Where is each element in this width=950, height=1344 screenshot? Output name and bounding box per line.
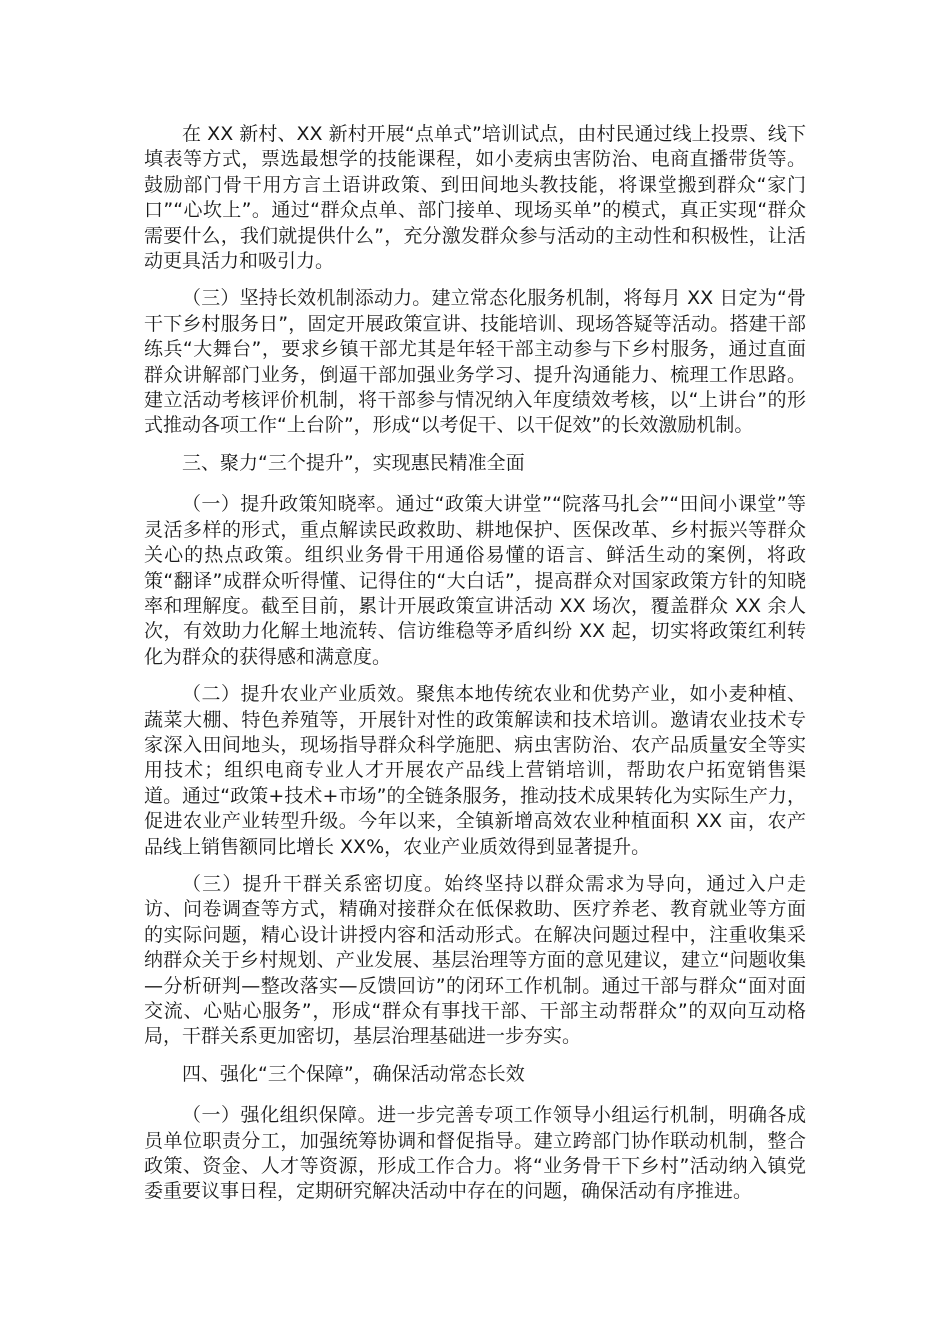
section-heading-three-improvements: 三、聚力“三个提升”，实现惠民精准全面 [182, 451, 525, 474]
paragraph-agriculture-quality: （二）提升农业产业质效。聚焦本地传统农业和优势产业，如小麦种植、蔬菜大棚、特色养殖等，开展针对性的政策解读和技术培训。邀请农业技术专家深入田间地头，现场指导群众科学施肥、病虫害防治、农产品质量安全等实用技术；组织电商专业人才开展农产品线上营销培训，帮助农户拓宽销售渠道。通过“政策+技术+市场”的全链条服务，推动技术成果转化为实际生产力，促进农业产业转型升级。今年以来，全镇新增高效农业种植面积 XX 亩，农产品线上销售额同比增长 XX%，农业产业质效得到显著提升。 [144, 683, 806, 858]
paragraph-long-term-mechanism: （三）坚持长效机制添动力。建立常态化服务机制，将每月 XX 日定为“骨干下乡村服务日”，固定开展政策宣讲、技能培训、现场答疑等活动。搭建干部练兵“大舞台”，要求乡镇干部尤其是年轻干部主动参与下乡村服务，通过直面群众讲解部门业务，倒逼干部加强业务学习、提升沟通能力、梳理工作思路。建立活动考核评价机制，将干部参与情况纳入年度绩效考核，以“上讲台”的形式推动各项工作“上台阶”，形成“以考促干、以干促效”的长效激励机制。 [144, 287, 806, 437]
section-heading-three-guarantees: 四、强化“三个保障”，确保活动常态长效 [182, 1062, 525, 1085]
paragraph-policy-awareness: （一）提升政策知晓率。通过“政策大讲堂”“院落马扎会”“田间小课堂”等灵活多样的形式，重点解读民政救助、耕地保护、医保改革、乡村振兴等群众关心的热点政策。组织业务骨干用通俗易懂的语言、鲜活生动的案例，将政策“翻译”成群众听得懂、记得住的“大白话”，提高群众对国家政策方针的知晓率和理解度。截至目前，累计开展政策宣讲活动 XX 场次，覆盖群众 XX 余人次，有效助力化解土地流转、信访维稳等矛盾纠纷 XX 起，切实将政策红利转化为群众的获得感和满意度。 [144, 493, 806, 668]
paragraph-pilot-training: 在 XX 新村、XX 新村开展“点单式”培训试点，由村民通过线上投票、线下填表等方式，票选最想学的技能课程，如小麦病虫害防治、电商直播带货等。鼓励部门骨干用方言土语讲政策、到田间地头教技能，将课堂搬到群众“家门口”“心坎上”。通过“群众点单、部门接单、现场买单”的模式，真正实现“群众需要什么，我们就提供什么”，充分激发群众参与活动的主动性和积极性，让活动更具活力和吸引力。 [144, 123, 806, 273]
document-page [144, 122, 806, 1217]
paragraph-cadre-relations: （三）提升干群关系密切度。始终坚持以群众需求为导向，通过入户走访、问卷调查等方式，精确对接群众在低保救助、医疗养老、教育就业等方面的实际问题，精心设计讲授内容和活动形式。在解决问题过程中，注重收集采纳群众关于乡村规划、产业发展、基层治理等方面的意见建议，建立“问题收集—分析研判—整改落实—反馈回访”的闭环工作机制。通过干部与群众“面对面交流、心贴心服务”，形成“群众有事找干部、干部主动帮群众”的双向互动格局，干群关系更加密切，基层治理基础进一步夯实。 [144, 872, 806, 1048]
paragraph-organizational-guarantee: （一）强化组织保障。进一步完善专项工作领导小组运行机制，明确各成员单位职责分工，加强统筹协调和督促指导。建立跨部门协作联动机制，整合政策、资金、人才等资源，形成工作合力。将“业务骨干下乡村”活动纳入镇党委重要议事日程，定期研究解决活动中存在的问题，确保活动有序推进。 [144, 1104, 806, 1203]
